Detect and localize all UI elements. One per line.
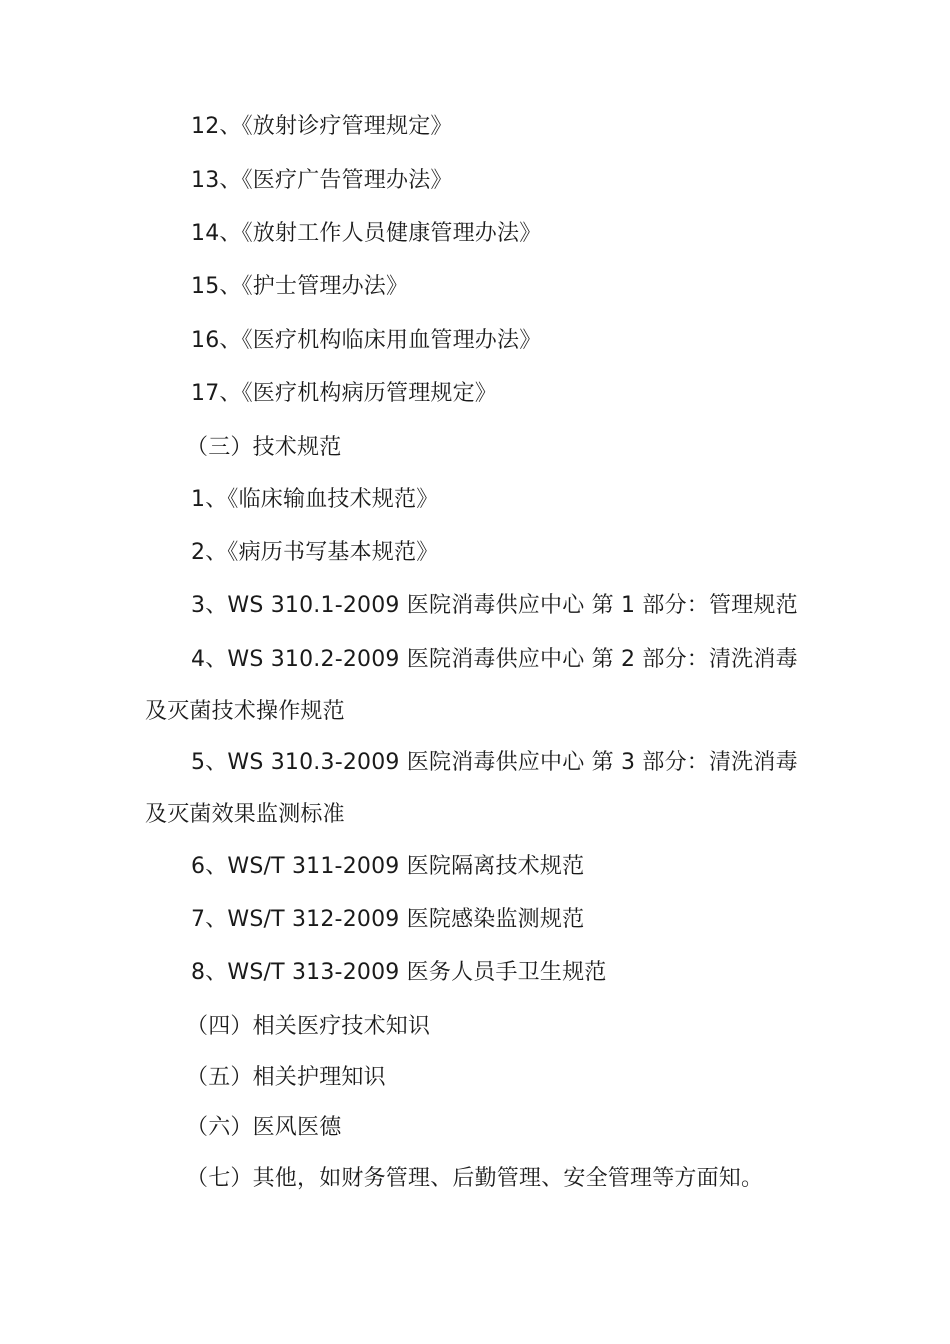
list-item-2: 2、《病历书写基本规范》	[191, 540, 439, 565]
list-item-12: 12、《放射诊疗管理规定》	[191, 114, 453, 139]
list-item-16: 16、《医疗机构临床用血管理办法》	[191, 328, 542, 353]
list-item-3: 3、WS 310.1-2009 医院消毒供应中心 第 1 部分：管理规范	[191, 593, 798, 618]
section-heading-nursing-knowledge: （五）相关护理知识	[186, 1065, 386, 1090]
list-item-15: 15、《护士管理办法》	[191, 274, 409, 299]
list-item-7: 7、WS/T 312-2009 医院感染监测规范	[191, 907, 585, 932]
list-item-17: 17、《医疗机构病历管理规定》	[191, 381, 497, 406]
list-item-13: 13、《医疗广告管理办法》	[191, 168, 453, 193]
list-item-5: 5、WS 310.3-2009 医院消毒供应中心 第 3 部分：清洗消毒	[191, 750, 798, 775]
section-heading-technical-standards: （三）技术规范	[186, 435, 342, 460]
section-heading-other: （七）其他，如财务管理、后勤管理、安全管理等方面知。	[186, 1166, 764, 1191]
list-item-6: 6、WS/T 311-2009 医院隔离技术规范	[191, 854, 585, 879]
list-item-5-continuation: 及灭菌效果监测标准	[145, 802, 345, 827]
list-item-8: 8、WS/T 313-2009 医务人员手卫生规范	[191, 960, 607, 985]
list-item-1: 1、《临床输血技术规范》	[191, 487, 439, 512]
list-item-14: 14、《放射工作人员健康管理办法》	[191, 221, 542, 246]
section-heading-medical-knowledge: （四）相关医疗技术知识	[186, 1014, 431, 1039]
list-item-4-continuation: 及灭菌技术操作规范	[145, 699, 345, 724]
list-item-4: 4、WS 310.2-2009 医院消毒供应中心 第 2 部分：清洗消毒	[191, 647, 798, 672]
section-heading-medical-ethics: （六）医风医德	[186, 1115, 342, 1140]
